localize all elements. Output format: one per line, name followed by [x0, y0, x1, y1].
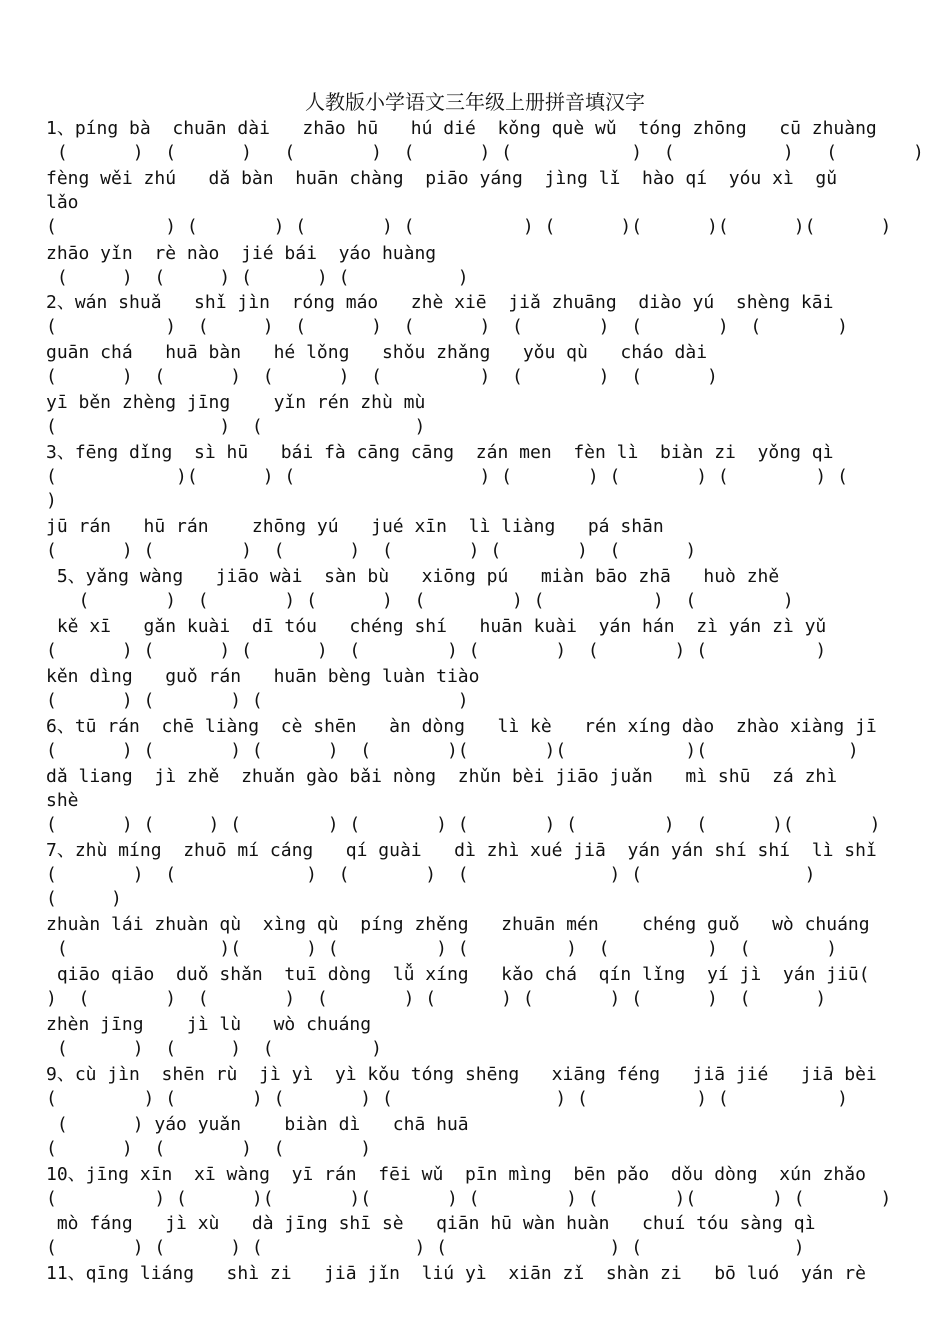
exercise-line: lǎo — [46, 192, 79, 213]
exercise-line: 10、jīng xīn xī wàng yī rán fēi wǔ pīn mìng bēn pǎo dǒu dòng xún zhǎo — [46, 1164, 866, 1185]
exercise-line: ( ) ( ) ( ) ( ) ( ) ( ) ( ) — [46, 640, 827, 661]
exercise-line: ( ) ( ) ( ) ( ) ( ) ( ) — [46, 540, 697, 561]
exercise-line: ) — [46, 490, 57, 511]
exercise-line: guān chá huā bàn hé lǒng shǒu zhǎng yǒu qù cháo dài — [46, 342, 708, 363]
exercise-line: ( )( ) ( ) ( ) ( ) ( ) — [46, 938, 838, 959]
exercise-line: ( ) ( ) ( ) ( ) — [46, 267, 469, 288]
exercise-line: 3、fēng dǐng sì hū bái fà cāng cāng zán men fèn lì biàn zi yǒng qì — [46, 442, 834, 463]
exercise-line: ( ) ( ) ( ) ( ) ( ) — [46, 864, 816, 885]
exercise-line: kě xī gǎn kuài dī tóu chéng shí huān kuài yán hán zì yán zì yǔ — [46, 616, 827, 637]
exercise-line: fèng wěi zhú dǎ bàn huān chàng piāo yáng jìng lǐ hào qí yóu xì gǔ — [46, 168, 838, 189]
exercise-line: ( ) — [46, 888, 122, 909]
exercise-line: shè — [46, 790, 79, 811]
exercise-line: ( ) ( ) ( ) — [46, 690, 469, 711]
exercise-line: ( ) ( ) ( ) ( ) ( ) ( ) ( ) — [46, 316, 848, 337]
exercise-line: kěn dìng guǒ rán huān bèng luàn tiào — [46, 666, 480, 687]
exercise-line: ( ) ( )( )( ) ( ) ( )( ) ( ) — [46, 1188, 892, 1209]
exercise-line: ( ) ( ) ( ) ( ) ( ) ( ) — [46, 1088, 848, 1109]
exercise-line: ( ) yáo yuǎn biàn dì chā huā — [46, 1114, 469, 1135]
exercise-line: jū rán hū rán zhōng yú jué xīn lì liàng pá shān — [46, 516, 664, 537]
exercise-line: ) ( ) ( ) ( ) ( ) ( ) ( ) ( ) — [46, 988, 827, 1009]
exercise-line: zhuàn lái zhuàn qù xìng qù píng zhěng zhuān mén chéng guǒ wò chuáng — [46, 914, 870, 935]
exercise-line: zhāo yǐn rè nào jié bái yáo huàng — [46, 243, 437, 264]
exercise-line: ( ) ( ) ( ) ( ) ( ) ( ) — [46, 590, 794, 611]
exercise-line: ( ) ( ) ( ) ( ) ( ) ( ) — [46, 366, 718, 387]
exercise-line: ( ) ( ) ( ) ( ) ( ) — [46, 1237, 805, 1258]
exercise-line: dǎ liang jì zhě zhuǎn gào bǎi nòng zhǔn bèi jiāo juǎn mì shū zá zhì — [46, 766, 838, 787]
exercise-line: ( )( ) ( ) ( ) ( ) ( ) ( — [46, 466, 848, 487]
exercise-line: qiāo qiāo duǒ shǎn tuī dòng lǚ xíng kǎo chá qín lǐng yí jì yán jiū( — [46, 964, 870, 985]
exercise-line: ( ) ( ) ( ) ( ) ( ) ( ) ( ) — [46, 142, 924, 163]
exercise-line: ( ) ( ) ( ) ( )( )( )( ) — [46, 740, 859, 761]
exercise-line: 7、zhù míng zhuō mí cáng qí guài dì zhì xué jiā yán yán shí shí lì shǐ — [46, 840, 877, 861]
exercise-line: ( ) ( ) ( ) ( ) ( ) ( ) ( )( ) — [46, 814, 881, 835]
exercise-line: yī běn zhèng jīng yǐn rén zhù mù — [46, 392, 426, 413]
exercise-line: 2、wán shuǎ shǐ jìn róng máo zhè xiē jiǎ zhuāng diào yú shèng kāi — [46, 292, 834, 313]
exercise-line: zhèn jīng jì lù wò chuáng — [46, 1014, 372, 1035]
exercise-line: ( ) ( ) — [46, 416, 426, 437]
exercise-line: ( ) ( ) ( ) ( ) ( )( )( )( ) — [46, 216, 892, 237]
page-title: 人教版小学语文三年级上册拼音填汉字 — [305, 90, 645, 114]
exercise-line: 11、qīng liáng shì zi jiā jǐn liú yì xiān zǐ shàn zi bō luó yán rè — [46, 1263, 866, 1284]
exercise-line: 9、cù jìn shēn rù jì yì yì kǒu tóng shēng xiāng féng jiā jié jiā bèi — [46, 1064, 877, 1085]
exercise-line: 6、tū rán chē liàng cè shēn àn dòng lì kè rén xíng dào zhào xiàng jī — [46, 716, 877, 737]
exercise-line: ( ) ( ) ( ) — [46, 1038, 382, 1059]
exercise-line: mò fáng jì xù dà jīng shī sè qiān hū wàn huàn chuí tóu sàng qì — [46, 1213, 816, 1234]
exercise-line: ( ) ( ) ( ) — [46, 1138, 372, 1159]
exercise-line: 1、píng bà chuān dài zhāo hū hú dié kǒng què wǔ tóng zhōng cū zhuàng — [46, 118, 877, 139]
exercise-line: 5、yǎng wàng jiāo wài sàn bù xiōng pú miàn bāo zhā huò zhě — [46, 566, 780, 587]
